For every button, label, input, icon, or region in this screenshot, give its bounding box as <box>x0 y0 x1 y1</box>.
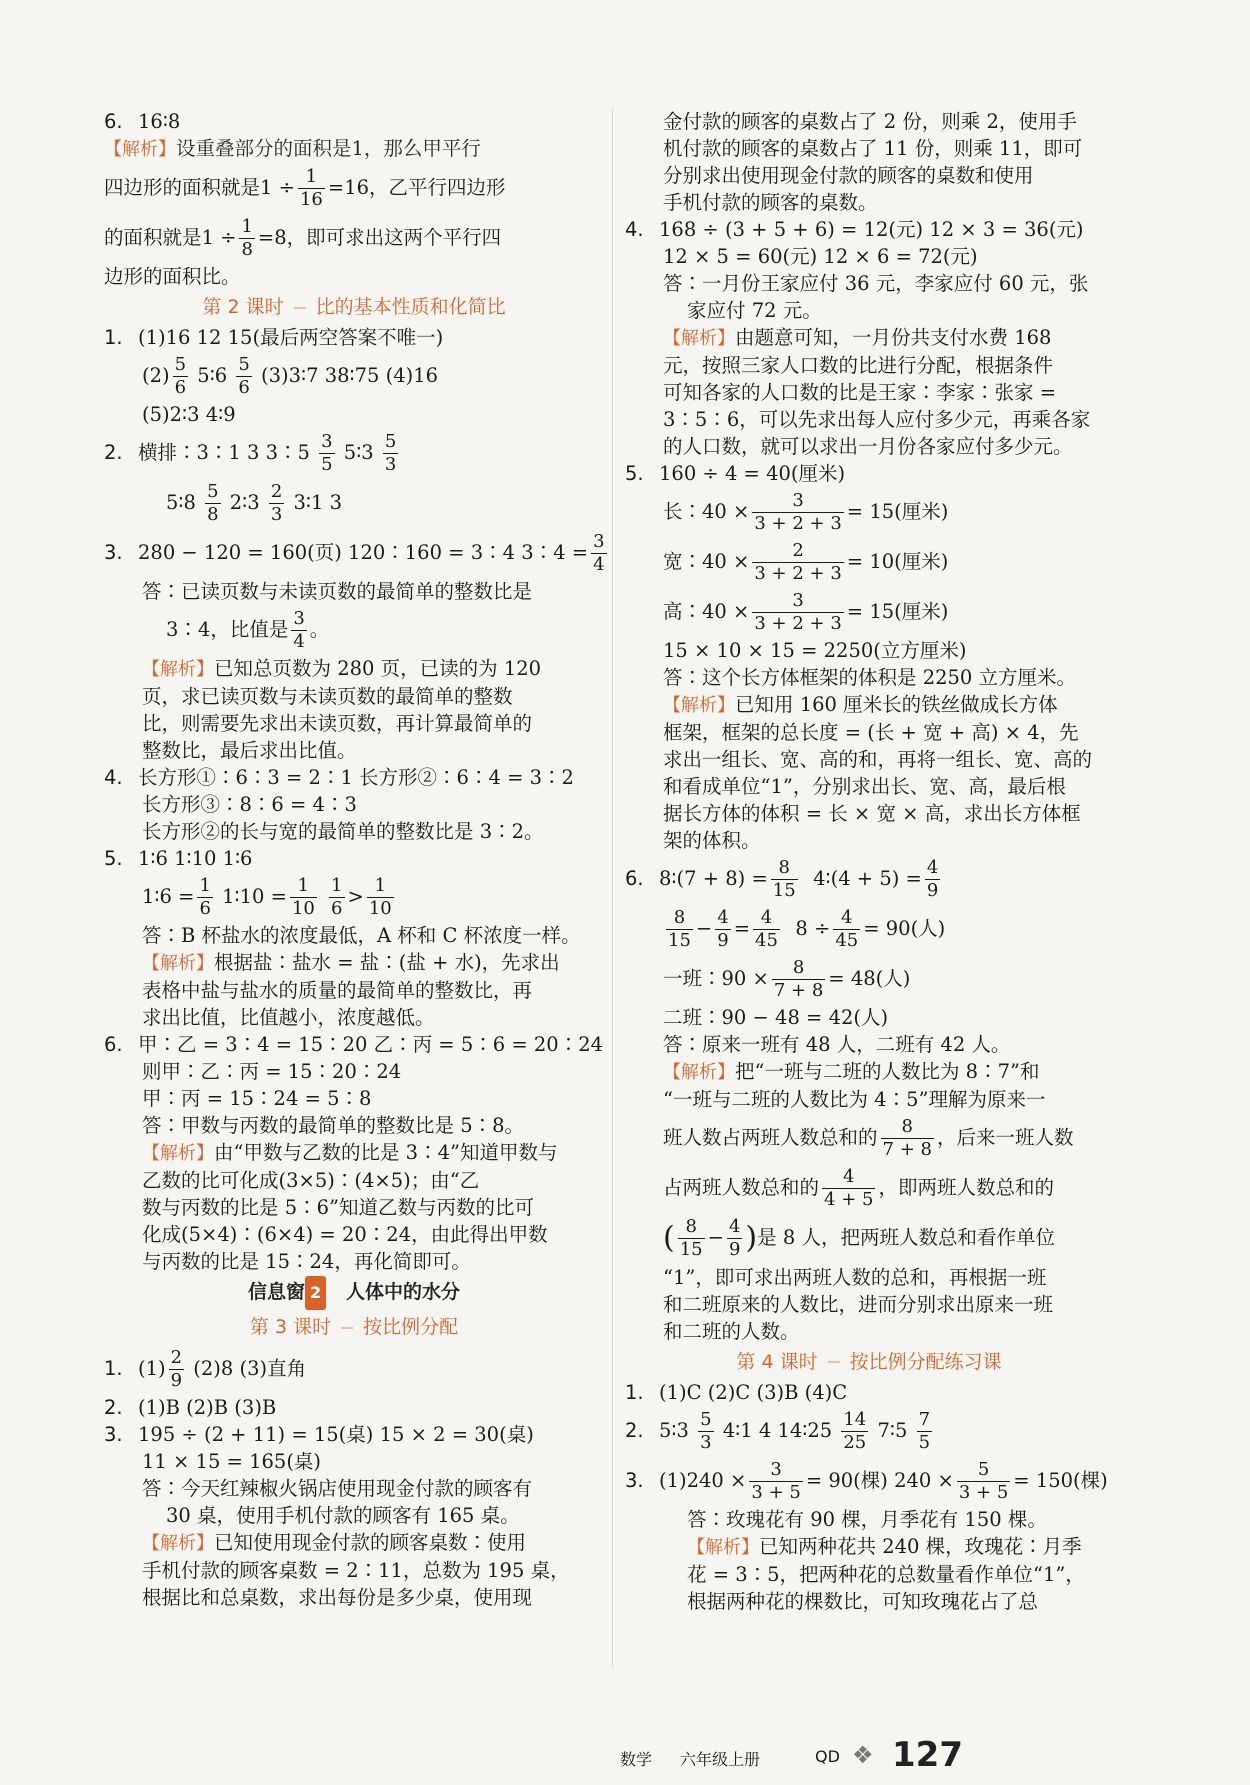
r-q4-answer: 答∶一月份王家应付 36 元，李家应付 60 元，张 <box>663 272 1089 295</box>
r-q6-line: $\frac{8}{15}$ − $\frac{4}{9}$ = $\frac{4}{45}$ 8 ÷ $\frac{4}{45}$ = 90(人) <box>668 907 946 951</box>
r-p1-line: 1. (1)C (2)C (3)B (4)C <box>625 1380 848 1404</box>
footer-edition: QD <box>815 1747 840 1766</box>
r-q6-line: 6. 8∶(7 + 8) = $\frac{8}{15}$ 4∶(4 + 5) = $\frac{4}{9}$ <box>625 857 939 901</box>
p3-line: 11 × 15 = 165(桌) <box>142 1450 322 1473</box>
lesson-2-header: 第 2 课时 比的基本性质和化简比 <box>202 296 506 318</box>
continued-analysis-line: 分别求出使用现金付款的顾客的桌数和使用 <box>663 164 1034 187</box>
continued-analysis-line: 手机付款的顾客的桌数。 <box>663 191 878 214</box>
r-q6-analysis-line: 和二班的人数。 <box>663 1319 800 1343</box>
q6a-analysis-line: 四边形的面积就是1 ÷ $\frac{1}{16}$ =16，乙平行四边形 <box>104 166 506 210</box>
continued-analysis: 金付款的顾客的桌数占了 2 份，则乘 2，使用手 <box>663 110 1077 133</box>
q4-line: 长方形②的长与宽的最简单的整数比是 3∶2。 <box>142 820 544 843</box>
r-q6-analysis-line: “1”，即可求出两班人数的总和，再根据一班 <box>663 1265 1047 1289</box>
lesson-4-header: 第 4 课时 按比例分配练习课 <box>736 1350 1002 1373</box>
r-q6-analysis-line: 占两班人数总和的 $\frac{4}{4 + 5}$ ，即两班人数总和的 <box>663 1166 1054 1210</box>
page-number: 127 <box>892 1735 963 1775</box>
r-q6-answer: 答∶原来一班有 48 人，二班有 42 人。 <box>663 1033 1011 1056</box>
r-q5-length: 长∶40 × $\frac{3}{3 + 2 + 3}$ = 15(厘米) <box>663 490 949 534</box>
q5-line: 1∶6 = $\frac{1}{6}$ 1∶10 = $\frac{1}{10}$ $\frac{1}{6}$ > $\frac{1}{10}$ <box>142 875 392 919</box>
q3-answer: 答∶已读页数与未读页数的最简单的整数比是 <box>142 580 533 603</box>
q6a-analysis: 【解析】设重叠部分的面积是1，那么甲平行 <box>104 137 481 160</box>
r-p3-line: 3. (1)240 × $\frac{3}{3 + 5}$ = 90(棵) 240 × $\frac{5}{3 + 5}$ = 150(棵) <box>625 1458 1108 1503</box>
r-q4-answer: 家应付 72 元。 <box>687 299 822 322</box>
q3-analysis-line: 页，求已读页数与未读页数的最简单的整数 <box>142 685 513 708</box>
r-q6-analysis-line: 班人数占两班人数总和的 $\frac{8}{7 + 8}$ ，后来一班人数 <box>663 1116 1074 1160</box>
r-q5-answer: 答∶这个长方体框架的体积是 2250 立方厘米。 <box>663 666 1077 689</box>
r-q4-analysis: 【解析】由题意可知，一月份共支付水费 168 <box>663 326 1052 349</box>
q6-analysis-line: 与丙数的比是 15∶24，再化简即可。 <box>142 1250 471 1273</box>
q1-line: (5)2∶3 4∶9 <box>142 403 236 426</box>
q6a-answer: 6. 16∶8 <box>104 110 181 133</box>
q6-line: 6. 甲∶乙 = 3∶4 = 15∶20 乙∶丙 = 5∶6 = 20∶24 <box>104 1033 604 1056</box>
q6-line: 则甲∶乙∶丙 = 15∶20∶24 <box>142 1060 402 1083</box>
r-q5-analysis-line: 框架，框架的总长度 = (长 + 宽 + 高) × 4，先 <box>663 721 1079 744</box>
p3-answer: 答∶今天红辣椒火锅店使用现金付款的顾客有 <box>142 1477 533 1500</box>
q4-line: 4. 长方形①∶6∶3 = 2∶1 长方形②∶6∶4 = 3∶2 <box>104 766 574 789</box>
r-q5-analysis-line: 架的体积。 <box>663 829 761 852</box>
fraction: $\frac{1}{8}$ <box>241 216 253 260</box>
q6-line: 甲∶丙 = 15∶24 = 5∶8 <box>142 1087 372 1110</box>
q1-line: (2) $\frac{5}{6}$ 5∶6 $\frac{5}{6}$ (3)3∶7 38∶75 (4)16 <box>142 354 439 398</box>
q5-line: 5. 1∶6 1∶10 1∶6 <box>104 847 253 870</box>
q5-analysis-line: 求出比值，比值越小，浓度越低。 <box>142 1006 435 1029</box>
q3-analysis-line: 整数比，最后求出比值。 <box>142 739 357 762</box>
lesson-3-header: 第 3 课时 按比例分配 <box>249 1316 459 1338</box>
r-q5-height: 高∶40 × $\frac{3}{3 + 2 + 3}$ = 15(厘米) <box>663 590 949 634</box>
q2-line: 5∶8 $\frac{5}{8}$ 2∶3 $\frac{2}{3}$ 3∶1 3 <box>166 481 342 525</box>
r-p3-analysis-line: 根据两种花的棵数比，可知玫瑰花占了总 <box>687 1589 1039 1613</box>
r-q5-analysis: 【解析】已知用 160 厘米长的铁丝做成长方体 <box>663 693 1058 716</box>
q3-line: 3. 280 − 120 = 160(页) 120∶160 = 3∶4 3∶4 = $\frac{3}{4}$ <box>104 531 605 575</box>
column-divider <box>612 108 613 1668</box>
p3-analysis-line: 根据比和总桌数，求出每份是多少桌，使用现 <box>142 1586 533 1609</box>
footer-grade: 六年级上册 <box>680 1750 761 1769</box>
r-q4-analysis-line: 的人口数，就可以求出一月份各家应付多少元。 <box>663 435 1073 458</box>
r-p3-answer: 答∶玫瑰花有 90 棵，月季花有 150 棵。 <box>687 1507 1047 1531</box>
p1-line: 1. (1) $\frac{2}{9}$ (2)8 (3)直角 <box>104 1347 307 1391</box>
p2-line: 2. (1)B (2)B (3)B <box>104 1396 277 1419</box>
q6-analysis-line: 乙数的比可化成(3×5)∶(4×5)；由“乙 <box>142 1169 480 1192</box>
q3-analysis-line: 比，则需要先求出未读页数，再计算最简单的 <box>142 712 533 735</box>
page-footer <box>620 1735 1120 1775</box>
r-q6-analysis-line: “一班与二班的人数比为 4∶5”理解为原来一 <box>663 1088 1046 1111</box>
r-p3-analysis: 【解析】已知两种花共 240 棵，玫瑰花∶月季 <box>687 1534 1082 1558</box>
q3-analysis: 【解析】已知总页数为 280 页，已读的为 120 <box>142 657 542 680</box>
q5-answer: 答∶B 杯盐水的浓度最低，A 杯和 C 杯浓度一样。 <box>142 924 581 947</box>
q6a-analysis-line: 的面积就是1 ÷ $\frac{1}{8}$ =8，即可求出这两个平行四 <box>104 216 502 260</box>
fraction: $\frac{1}{16}$ <box>299 166 323 210</box>
right-column <box>625 108 1113 1615</box>
r-q4-analysis-line: 可知各家的人口数的比是王家∶李家∶张家 = <box>663 381 1057 404</box>
diamond-icon: ❖ <box>852 1741 874 1769</box>
q6a-analysis-line: 边形的面积比。 <box>104 265 241 288</box>
q4-line: 长方形③∶8∶6 = 4∶3 <box>142 793 357 816</box>
p3-analysis: 【解析】已知使用现金付款的顾客桌数∶使用 <box>142 1531 527 1554</box>
r-q5-analysis-line: 据长方体的体积 = 长 × 宽 × 高，求出长方体框 <box>663 802 1081 825</box>
info-window-2-header: 信息窗 2 人体中的水分 <box>104 1275 604 1310</box>
r-q5-analysis-line: 和看成单位“1”，分别求出长、宽、高，最后根 <box>663 775 1066 798</box>
r-q5-line: 5. 160 ÷ 4 = 40(厘米) <box>625 462 846 485</box>
r-q5-width: 宽∶40 × $\frac{2}{3 + 2 + 3}$ = 10(厘米) <box>663 540 949 584</box>
p3-line: 3. 195 ÷ (2 + 11) = 15(桌) 15 × 2 = 30(桌) <box>104 1423 534 1446</box>
q1-line: 1. (1)16 12 15(最后两空答案不唯一) <box>104 326 444 349</box>
footer-subject: 数学 <box>620 1750 653 1769</box>
r-q6-analysis-line: ( $\frac{8}{15}$ − $\frac{4}{9}$ )是 8 人，把两班人数总和看作单位 <box>663 1216 1055 1260</box>
r-p2-line: 2. 5∶3 $\frac{5}{3}$ 4∶1 4 14∶25 $\frac{14}{25}$ 7∶5 $\frac{7}{5}$ <box>625 1408 931 1453</box>
q6-analysis-line: 化成(5×4)∶(6×4) = 20∶24，由此得出甲数 <box>142 1223 548 1246</box>
r-q6-analysis-line: 和二班原来的人数比，进而分别求出原来一班 <box>663 1292 1054 1316</box>
r-q6-line: 二班∶90 − 48 = 42(人) <box>663 1006 889 1029</box>
q6-analysis-line: 数与丙数的比是 5∶6”知道乙数与丙数的比可 <box>142 1196 534 1219</box>
r-q6-line: 一班∶90 × $\frac{8}{7 + 8}$ = 48(人) <box>663 957 911 1001</box>
q3-answer: 3∶4，比值是 $\frac{3}{4}$ 。 <box>166 608 330 652</box>
q6-answer: 答∶甲数与丙数的最简单的整数比是 5∶8。 <box>142 1114 525 1137</box>
r-q4-line: 4. 168 ÷ (3 + 5 + 6) = 12(元) 12 × 3 = 36(元) <box>625 218 1084 241</box>
q5-analysis-line: 表格中盐与盐水的质量的最简单的整数比，再 <box>142 979 533 1002</box>
r-q5-analysis-line: 求出一组长、宽、高的和，再将一组长、宽、高的 <box>663 748 1093 771</box>
q6-analysis: 【解析】由“甲数与乙数的比是 3∶4”知道甲数与 <box>142 1141 558 1164</box>
r-q4-analysis-line: 元，按照三家人口数的比进行分配，根据条件 <box>663 354 1054 377</box>
r-q4-analysis-line: 3∶5∶6，可以先求出每人应付多少元，再乘各家 <box>663 408 1091 431</box>
p3-analysis-line: 手机付款的顾客桌数 = 2∶11，总数为 195 桌， <box>142 1559 570 1582</box>
r-q4-line: 12 × 5 = 60(元) 12 × 6 = 72(元) <box>663 245 978 268</box>
continued-analysis-line: 机付款的顾客的桌数占了 11 份，则乘 11，即可 <box>663 137 1083 160</box>
q2-line: 2. 横排∶3∶1 3 3∶5 $\frac{3}{5}$ 5∶3 $\frac{5}{3}$ <box>104 431 397 475</box>
r-p3-analysis-line: 花 = 3∶5，把两种花的总数量看作单位“1”， <box>687 1562 1085 1586</box>
r-q6-analysis: 【解析】把“一班与二班的人数比为 8∶7”和 <box>663 1060 1040 1083</box>
q5-analysis: 【解析】根据盐∶盐水 = 盐∶(盐 + 水)，先求出 <box>142 951 560 974</box>
r-q5-line: 15 × 10 × 15 = 2250(立方厘米) <box>663 639 967 662</box>
p3-answer: 30 桌，使用手机付款的顾客有 165 桌。 <box>166 1504 520 1527</box>
left-column <box>104 108 604 1611</box>
